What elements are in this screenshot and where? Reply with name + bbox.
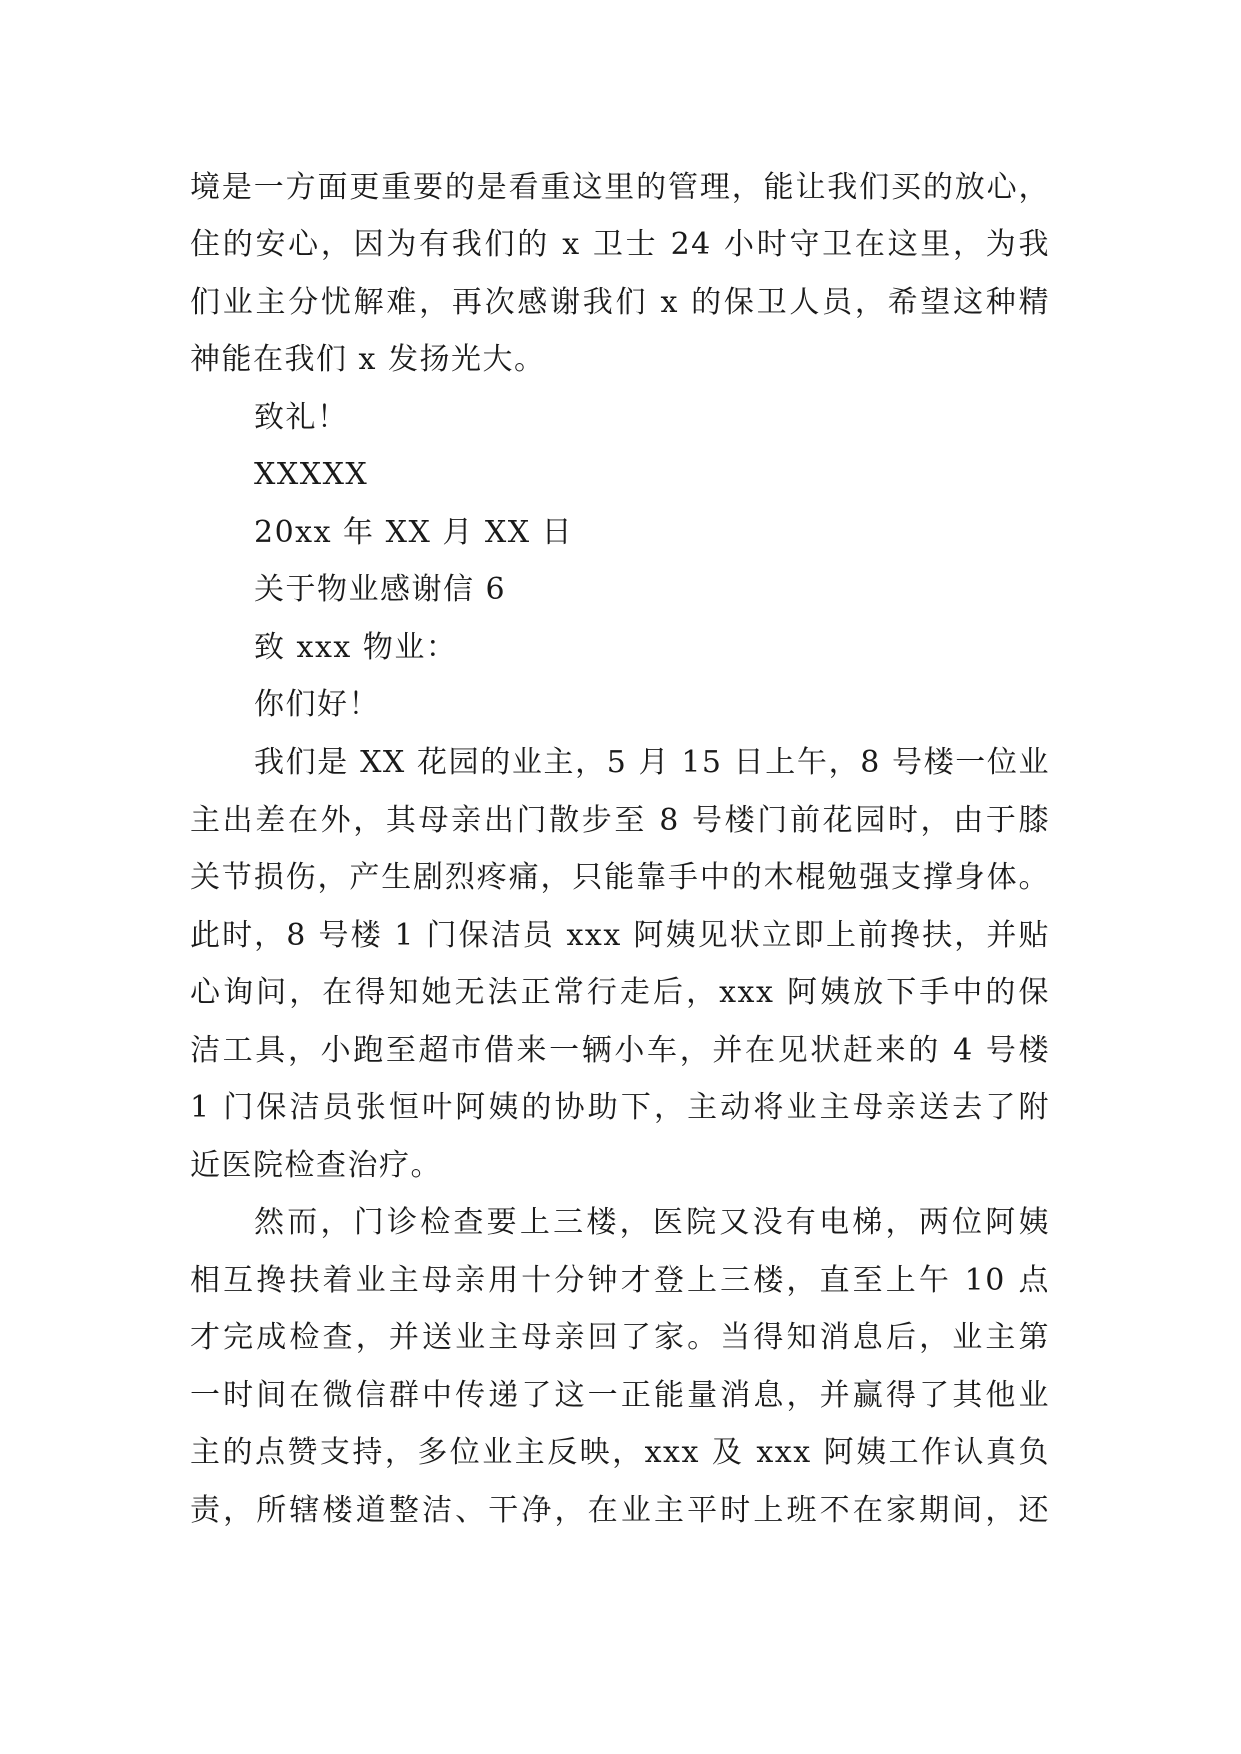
paragraph-line: 责，所辖楼道整洁、干净，在业主平时上班不在家期间，还 xyxy=(190,1493,1050,1528)
paragraph-line: 主的点赞支持，多位业主反映，xxx 及 xxx 阿姨工作认真负 xyxy=(190,1435,1050,1470)
paragraph-line: 境是一方面更重要的是看重这里的管理，能让我们买的放心， xyxy=(190,170,1050,205)
paragraph-line: 我们是 XX 花园的业主，5 月 15 日上午，8 号楼一位业 xyxy=(254,745,1050,780)
paragraph-line: 心询问，在得知她无法正常行走后，xxx 阿姨放下手中的保 xyxy=(190,975,1050,1010)
paragraph-line: 此时，8 号楼 1 门保洁员 xxx 阿姨见状立即上前搀扶，并贴 xyxy=(190,918,1050,953)
letter-greeting: 你们好！ xyxy=(254,687,380,722)
letter-date: 20xx 年 XX 月 XX 日 xyxy=(254,515,574,550)
paragraph-line: 近医院检查治疗。 xyxy=(190,1148,442,1183)
letter-title: 关于物业感谢信 6 xyxy=(254,572,507,607)
paragraph-line: 然而，门诊检查要上三楼，医院又没有电梯，两位阿姨 xyxy=(254,1205,1050,1240)
paragraph-line: 一时间在微信群中传递了这一正能量消息，并赢得了其他业 xyxy=(190,1378,1050,1413)
letter-recipient: 致 xxx 物业： xyxy=(254,630,458,665)
paragraph-line: 住的安心，因为有我们的 x 卫士 24 小时守卫在这里，为我 xyxy=(190,227,1050,262)
paragraph-line: 关节损伤，产生剧烈疼痛，只能靠手中的木棍勉强支撑身体。 xyxy=(190,860,1050,895)
closing-salutation: 致礼！ xyxy=(254,400,349,435)
paragraph-line: 主出差在外，其母亲出门散步至 8 号楼门前花园时，由于膝 xyxy=(190,803,1050,838)
paragraph-line: 们业主分忧解难，再次感谢我们 x 的保卫人员，希望这种精 xyxy=(190,285,1050,320)
paragraph-line: 相互搀扶着业主母亲用十分钟才登上三楼，直至上午 10 点 xyxy=(190,1263,1050,1298)
signature: XXXXX xyxy=(254,457,369,492)
paragraph-line: 才完成检查，并送业主母亲回了家。当得知消息后，业主第 xyxy=(190,1320,1050,1355)
paragraph-line: 神能在我们 x 发扬光大。 xyxy=(190,342,546,377)
paragraph-line: 洁工具，小跑至超市借来一辆小车，并在见状赶来的 4 号楼 xyxy=(190,1033,1050,1068)
paragraph-line: 1 门保洁员张恒叶阿姨的协助下，主动将业主母亲送去了附 xyxy=(190,1090,1050,1125)
